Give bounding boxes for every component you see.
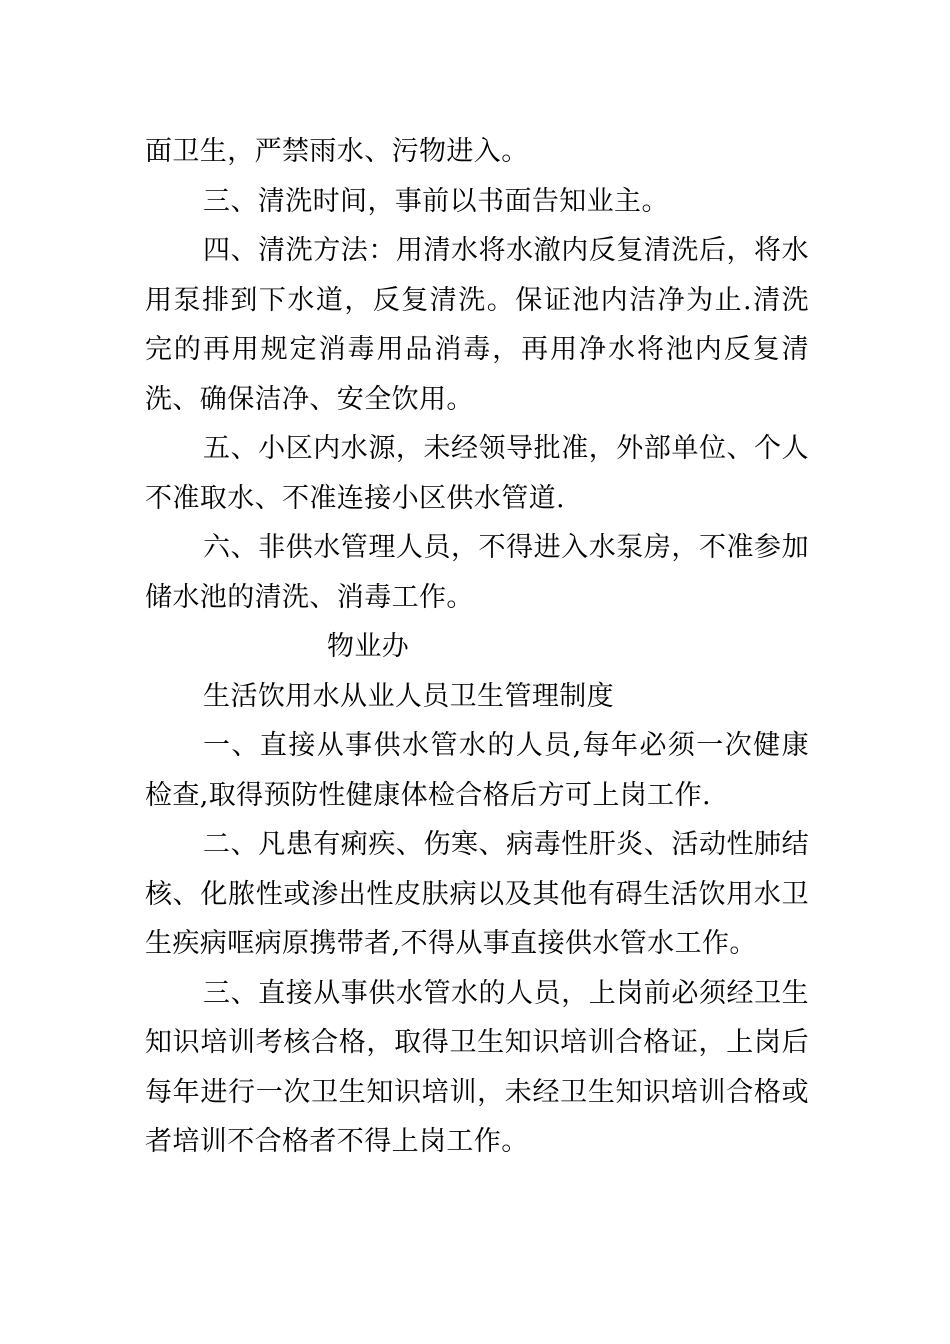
section-title: 生活饮用水从业人员卫生管理制度 xyxy=(203,680,615,712)
rule-item-3: 三、直接从事供水管水的人员，上岗前必须经卫生知识培训考核合格，取得卫生知识培训合格证，上岗后每年进行一次卫生知识培训，未经卫生知识培训合格或者培训不合格者不得上岗工作。 xyxy=(145,977,809,1157)
signature-office: 物业办 xyxy=(327,631,410,662)
paragraph-item-3: 三、清洗时间，事前以书面告知业主。 xyxy=(203,185,669,217)
paragraph-continuation: 面卫生，严禁雨水、污物进入。 xyxy=(145,136,529,167)
rule-item-1: 一、直接从事供水管水的人员,每年必须一次健康检查,取得预防性健康体检合格后方可上岗工作. xyxy=(145,730,809,811)
paragraph-item-5: 五、小区内水源，未经领导批准，外部单位、个人不准取水、不准连接小区供水管道. xyxy=(145,433,809,514)
document-page xyxy=(145,127,809,1167)
paragraph-item-6: 六、非供水管理人员，不得进入水泵房，不准参加储水池的清洗、消毒工作。 xyxy=(145,532,809,613)
rule-item-2: 二、凡患有痢疾、伤寒、病毒性肝炎、活动性肺结核、化脓性或渗出性皮肤病以及其他有碍生活饮用水卫生疾病哐病原携带者,不得从事直接供水管水工作。 xyxy=(145,829,809,959)
paragraph-item-4: 四、清洗方法：用清水将水澈内反复清洗后，将水用泵排到下水道，反复清洗。保证池内洁净为止.清洗完的再用规定消毒用品消毒，再用净水将池内反复清洗、确保洁净、安全饮用。 xyxy=(145,235,809,415)
